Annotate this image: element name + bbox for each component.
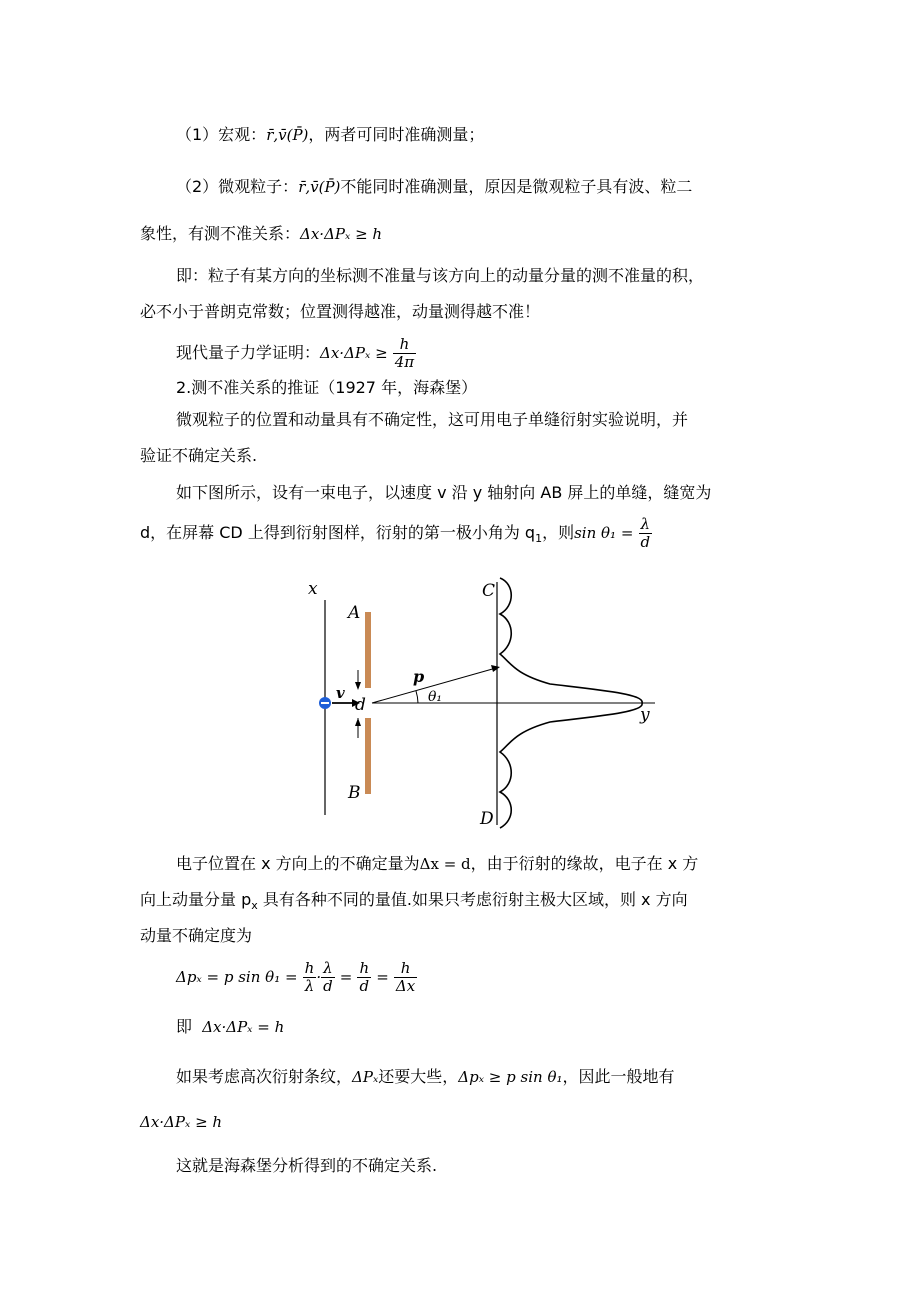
modern-text: 现代量子力学证明：: [176, 343, 321, 362]
eq1-eq-b: =: [376, 968, 389, 986]
label-p: p: [413, 667, 425, 686]
eq1-f3d: d: [359, 977, 370, 995]
para-micro-line1: 微观粒子的位置和动量具有不确定性，这可用电子单缝衍射实验说明，并: [176, 410, 689, 429]
d-den: d: [640, 533, 651, 551]
equation-general: [140, 1111, 222, 1133]
label-B: B: [348, 783, 361, 803]
modern-fraction: [393, 336, 416, 371]
para-ji-line2: 必不小于普朗克常数；位置测得越准，动量测得越不准！: [140, 302, 541, 321]
para-elec-1b: ，由于衍射的缘故，电子在 x 方: [470, 854, 699, 873]
para-fig-line1: 如下图所示，设有一束电子，以速度 v 沿 y 轴射向 AB 屏上的单缝，缝宽为: [176, 483, 712, 502]
para-fig-line2-text: d，在屏幕 CD 上得到衍射图样，衍射的第一极小角为 q: [140, 523, 536, 542]
item-micro-cont: [140, 223, 382, 245]
para-high-t1: 如果考虑高次衍射条纹，: [176, 1067, 353, 1086]
para-elec-sub: x: [251, 899, 258, 913]
eq1-eq-a: =: [339, 968, 353, 986]
label-C: C: [482, 581, 496, 601]
slit-plate-b: [365, 718, 371, 794]
para-elec-line2: [140, 889, 688, 917]
diffraction-figure: [300, 570, 670, 835]
delta-x-eq-d: Δx = d: [419, 855, 471, 873]
item-macro-rest: ，两者可同时准确测量；: [308, 125, 485, 144]
lambda-num: λ: [639, 516, 653, 534]
modern-den: 4π: [394, 353, 415, 371]
para-elec-line3: 动量不确定度为: [140, 926, 253, 945]
para-ji-line1: 即：粒子有某方向的坐标测不准量与该方向上的动量分量的测不准量的积，: [176, 266, 705, 285]
item-micro-cont-text: 象性，有测不准关系：: [140, 224, 301, 243]
equation-delta-p: [176, 956, 417, 998]
eq1-lhs: Δpₓ = p sin θ₁ =: [176, 968, 298, 986]
para-fig-line2: [140, 513, 652, 559]
para-fig-sub: 1: [535, 532, 543, 546]
item-macro: [176, 124, 484, 146]
eq1-frac4: [394, 960, 417, 995]
eq1-f4d: Δx: [395, 977, 416, 995]
conclusion: 这就是海森堡分析得到的不确定关系.: [176, 1156, 438, 1175]
equation-ji: [176, 1016, 284, 1038]
para-elec-2b: 具有各种不同的量值.如果只考虑衍射主极大区域，则 x 方向: [257, 890, 688, 909]
theta-arc: [416, 691, 418, 703]
item-micro-rest: 不能同时准确测量，原因是微观粒子具有波、粒二: [340, 177, 693, 196]
item-macro-math: r̄,v̄(P̄): [266, 126, 309, 144]
label-d: d: [355, 695, 366, 715]
eq3-math: Δx·ΔPₓ ≥ h: [140, 1113, 223, 1131]
label-x: x: [308, 579, 318, 599]
eq2-prefix: 即: [176, 1017, 193, 1036]
para-elec-1a: 电子位置在 x 方向上的不确定量为: [176, 854, 420, 873]
label-y: y: [640, 705, 650, 725]
slit-plate-a: [365, 612, 371, 688]
label-D: D: [480, 809, 494, 829]
modern-num: h: [393, 336, 416, 354]
modern-lhs: Δx·ΔPₓ ≥: [320, 344, 388, 362]
para-fig-then: ，则: [542, 523, 575, 542]
eq1-f2n: λ: [321, 960, 335, 978]
para-elec-line1: [176, 853, 698, 875]
item-micro-label: （2）微观粒子：: [176, 177, 299, 196]
lambda-over-d: [639, 516, 653, 551]
para-micro-line2: 验证不确定关系.: [140, 446, 258, 465]
label-theta: θ₁: [428, 689, 443, 705]
para-elec-2a: 向上动量分量 p: [140, 890, 252, 909]
para-high-m1: ΔPₓ: [352, 1068, 379, 1086]
label-A: A: [348, 603, 361, 623]
para-high: [176, 1066, 675, 1088]
section-title: 2.测不准关系的推证（1927 年，海森堡）: [176, 378, 478, 397]
modern-proof: [176, 333, 416, 373]
item-macro-label: （1）宏观：: [176, 125, 267, 144]
item-micro-math: r̄,v̄(P̄): [298, 178, 341, 196]
eq1-f1n: h: [304, 959, 315, 977]
eq1-frac3: [357, 960, 371, 995]
eq2-math: Δx·ΔPₓ = h: [202, 1018, 285, 1036]
uncertainty-formula: Δx·ΔPₓ ≥ h: [300, 225, 383, 243]
para-high-t2: 还要大些，: [378, 1067, 459, 1086]
eq1-f1d: λ: [304, 977, 315, 995]
eq1-dot: ·: [316, 968, 322, 986]
label-v: v: [336, 684, 345, 702]
eq1-frac2: [321, 960, 335, 995]
eq1-f2d: d: [323, 977, 333, 995]
item-micro: [176, 176, 692, 198]
eq1-frac1: [303, 960, 317, 995]
eq1-f3n: h: [359, 959, 370, 977]
sin-theta-lhs: sin θ₁ =: [574, 524, 634, 542]
para-high-t3: ，因此一般地有: [562, 1067, 675, 1086]
eq1-f4n: h: [394, 960, 417, 978]
para-high-m2: Δpₓ ≥ p sin θ₁: [458, 1068, 563, 1086]
